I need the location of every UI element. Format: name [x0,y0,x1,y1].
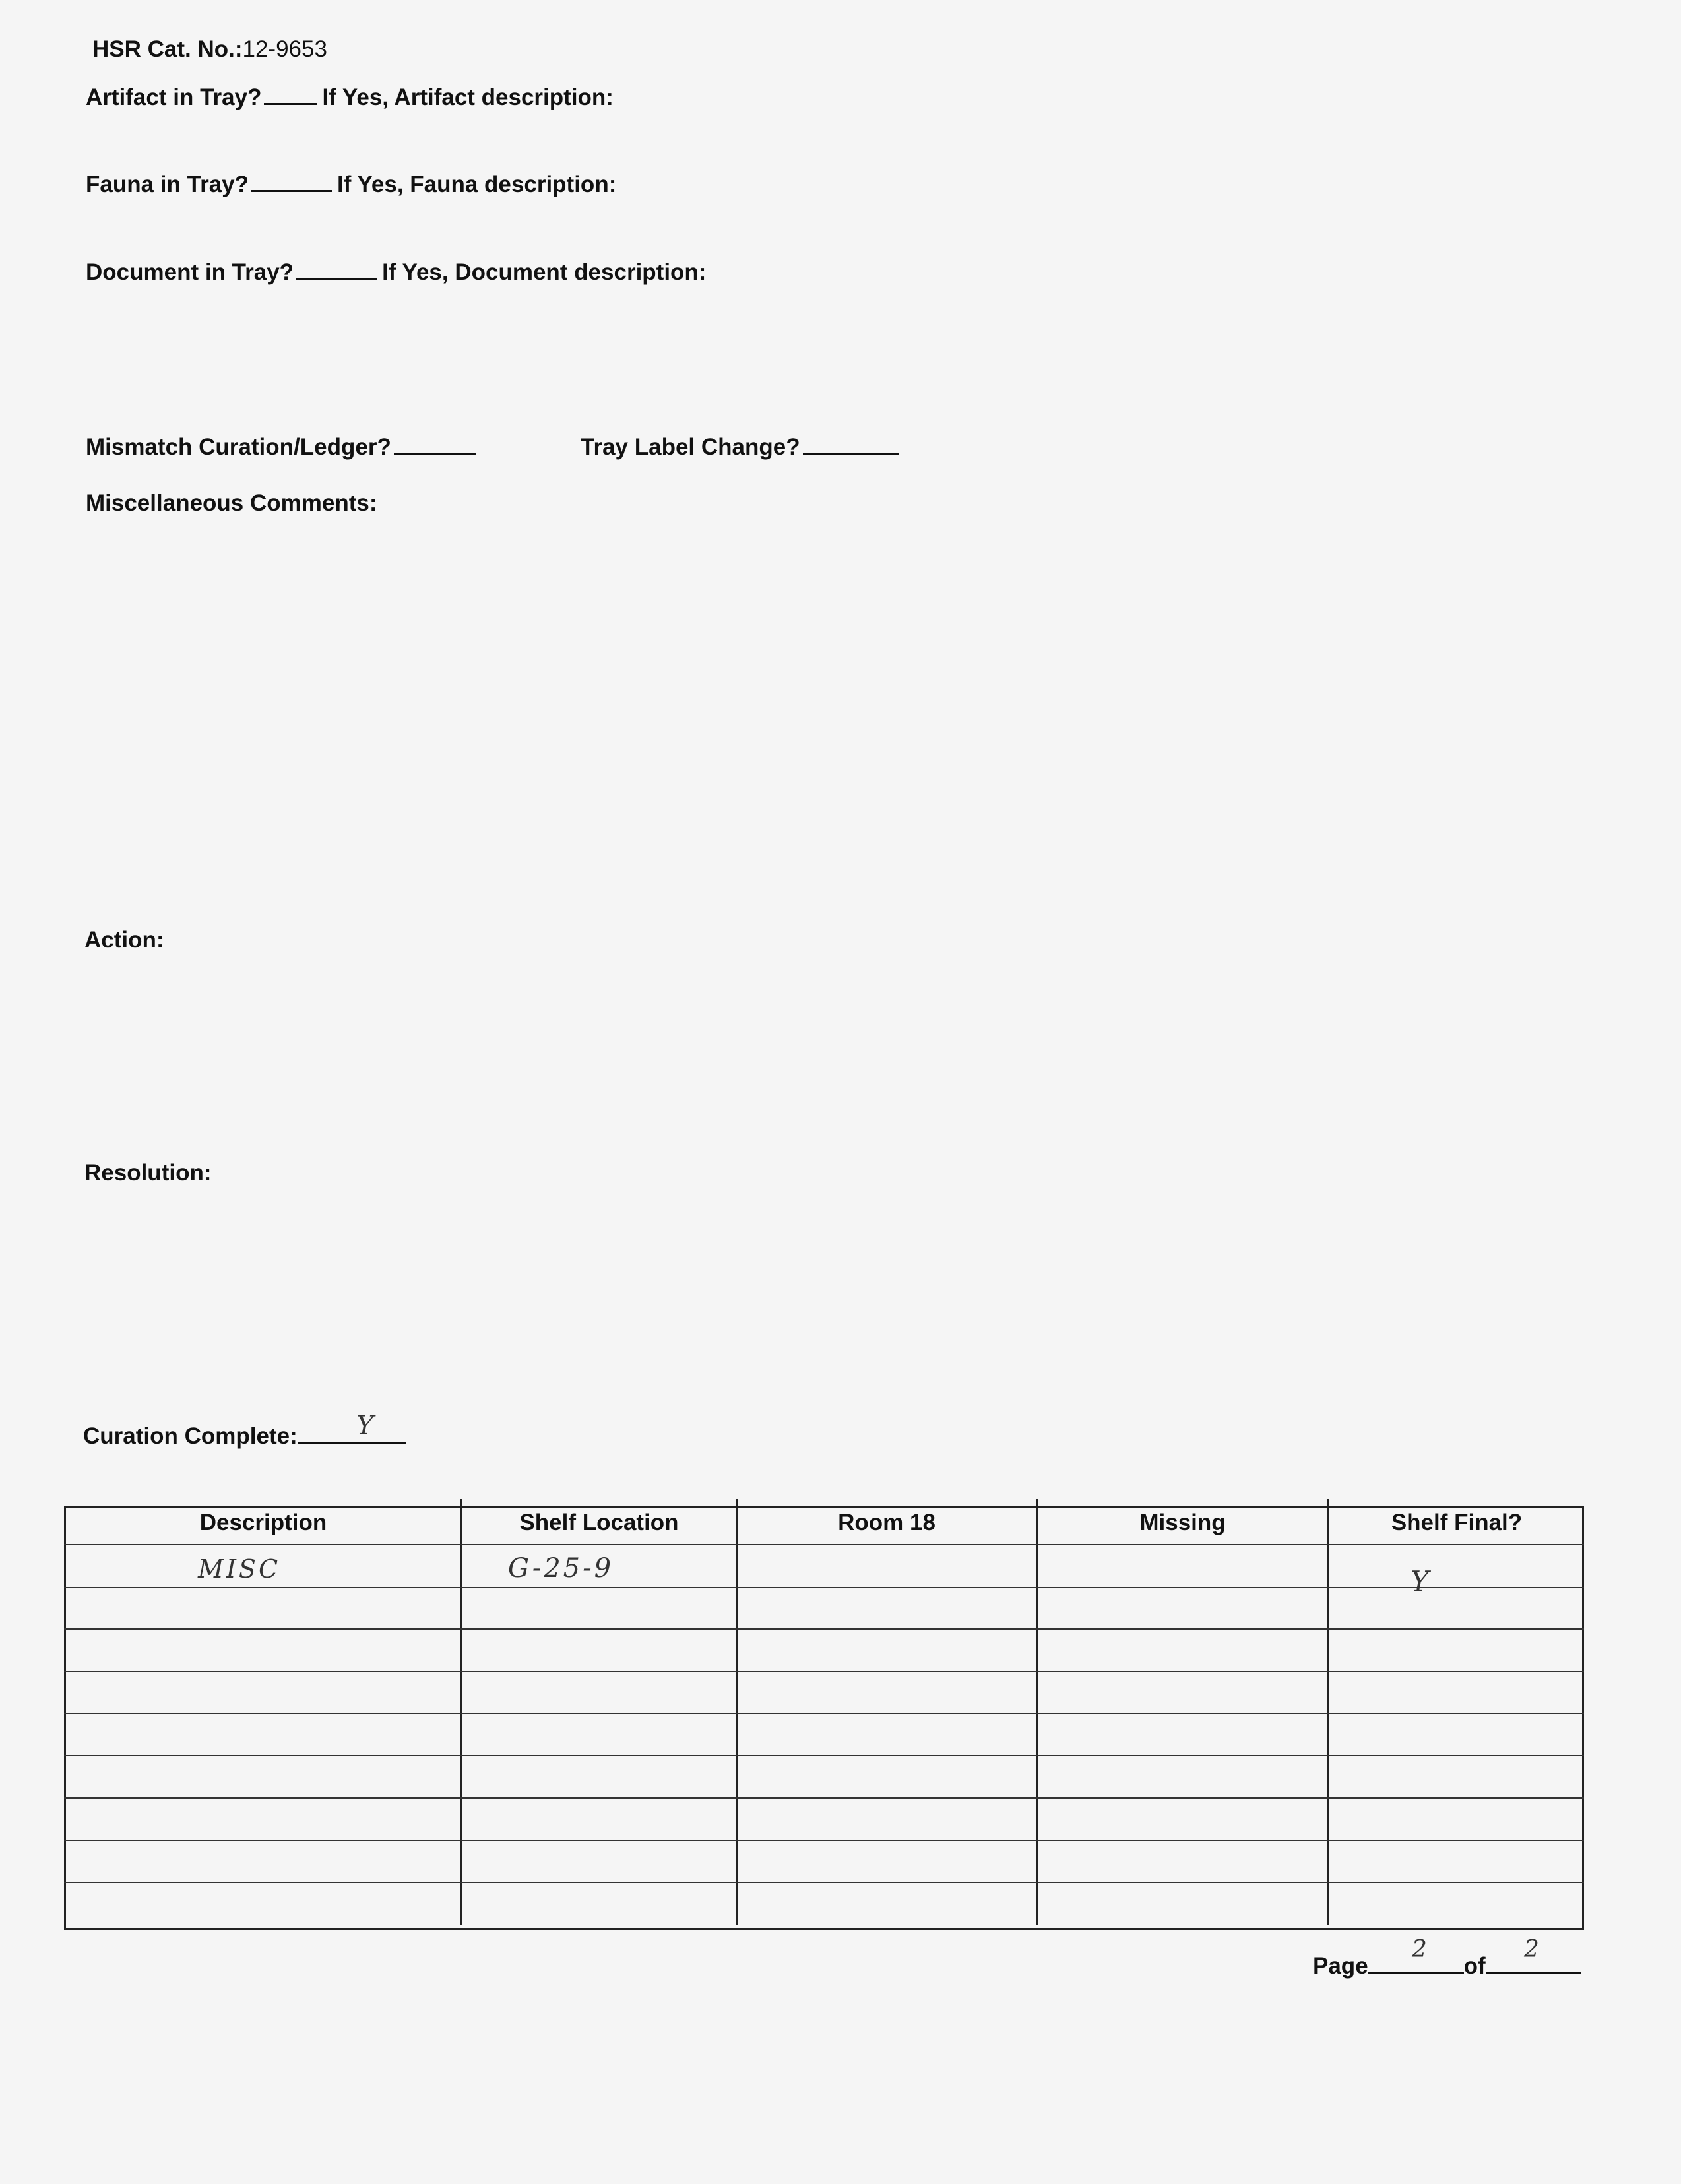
table-cell-shelf-location: G-25-9 [508,1553,614,1584]
catalog-number [92,36,327,63]
table-header-description: Description [199,1510,327,1535]
table-row-divider [64,1587,1584,1588]
table-row-divider [64,1628,1584,1630]
of-label: of [1463,1953,1486,1979]
table-col-divider [736,1499,738,1925]
document-answer-blank[interactable] [296,275,377,280]
table-header-missing: Missing [1139,1510,1226,1535]
action-label: Action: [84,927,164,953]
document-description-label: If Yes, Document description: [382,259,707,285]
fauna-question: Fauna in Tray? [86,172,249,197]
tray-label-question: Tray Label Change? [581,434,800,460]
table-header-shelf-location: Shelf Location [519,1510,679,1535]
mismatch-row [86,434,482,461]
table-row-divider [64,1882,1584,1883]
resolution-label: Resolution: [84,1160,212,1186]
fauna-answer-blank[interactable] [251,187,332,192]
document-question: Document in Tray? [86,259,294,285]
mismatch-question: Mismatch Curation/Ledger? [86,434,391,460]
table-cell-shelf-final: Y [1411,1565,1429,1597]
document-row [86,259,706,286]
page-total-handwritten: 2 [1524,1936,1539,1963]
artifact-answer-blank[interactable] [264,100,317,105]
tray-label-row [581,434,904,461]
curation-complete-handwritten: Y [356,1411,374,1441]
artifact-row [86,84,614,111]
table-row-divider [64,1544,1584,1545]
table-col-divider [1036,1499,1038,1925]
fauna-row [86,172,616,198]
table-cell-description: MISC [198,1555,281,1584]
tray-label-answer-blank[interactable] [803,450,899,455]
misc-comments-label: Miscellaneous Comments: [86,490,377,516]
artifact-description-label: If Yes, Artifact description: [322,84,614,110]
table-row-divider [64,1755,1584,1756]
table-row-divider [64,1671,1584,1672]
curation-table [64,1506,1584,1930]
table-row-divider [64,1840,1584,1841]
table-col-divider [460,1499,462,1925]
artifact-question: Artifact in Tray? [86,84,262,110]
page-label: Page [1313,1953,1368,1979]
catalog-number-value: 12-9653 [242,36,327,62]
table-header-shelf-final: Shelf Final? [1391,1510,1523,1535]
table-row-divider [64,1797,1584,1799]
table-row-divider [64,1713,1584,1714]
curation-complete-label: Curation Complete: [83,1423,298,1449]
page-total-blank[interactable] [1486,1969,1581,1974]
page-indicator [1313,1953,1581,1979]
curation-complete-blank[interactable] [298,1439,406,1444]
table-col-divider [1327,1499,1329,1925]
mismatch-answer-blank[interactable] [394,450,476,455]
page-number-handwritten: 2 [1412,1936,1427,1963]
catalog-number-label: HSR Cat. No.: [92,36,243,62]
fauna-description-label: If Yes, Fauna description: [337,172,617,197]
table-header-room-18: Room 18 [838,1510,936,1535]
page-number-blank[interactable] [1368,1969,1464,1974]
